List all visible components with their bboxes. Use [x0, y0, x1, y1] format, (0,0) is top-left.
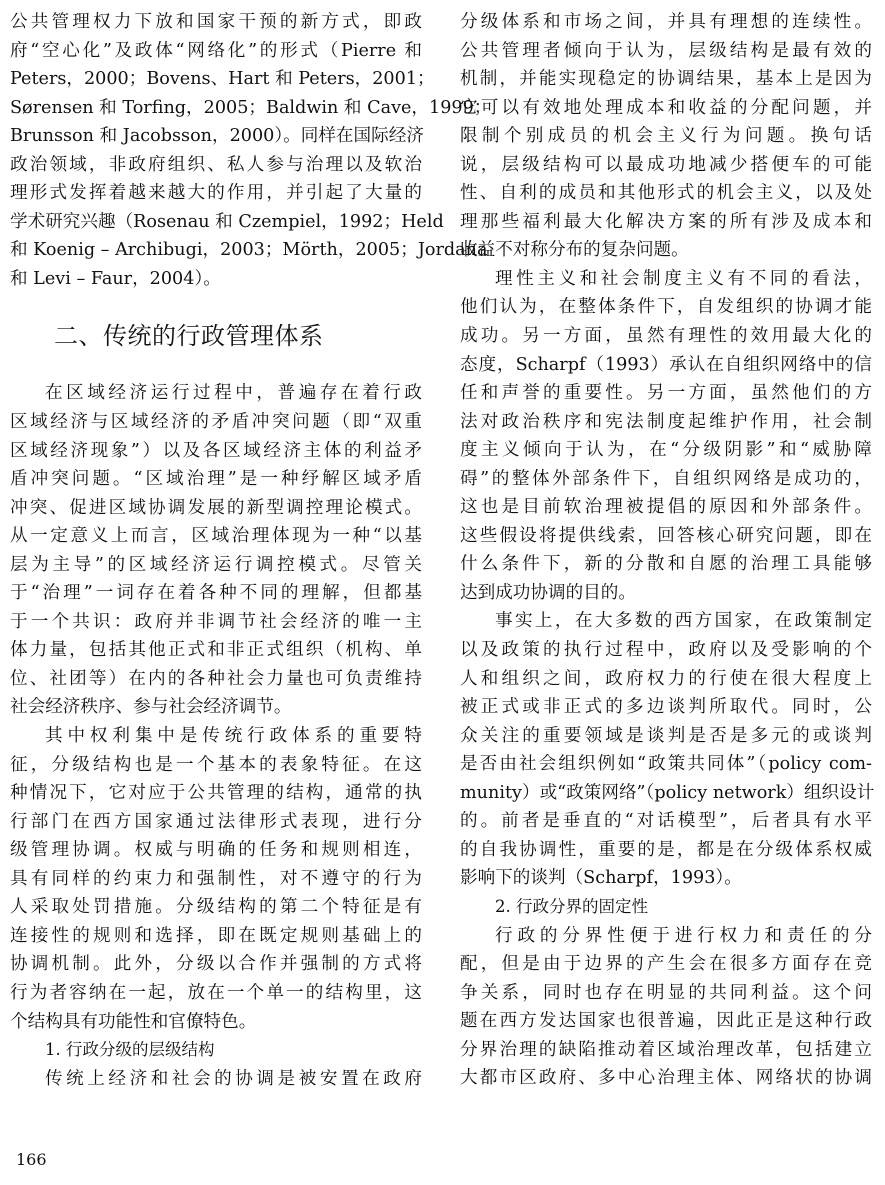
text-line: 什么条件下，新的分散和自愿的治理工具能够 [460, 554, 872, 575]
text-line: 行政的分界性便于进行权力和责任的分 [495, 925, 872, 946]
text-line: 机制，并能实现稳定的协调结果，基本上是因为 [460, 69, 872, 90]
text-line: 事实上，在大多数的西方国家，在政策制定 [495, 611, 872, 632]
text-line: Peters，2000；Bovens、Hart 和 Peters，2001； [10, 69, 435, 90]
text-line: 连接性的规则和选择，即在既定规则基础上的 [10, 925, 422, 946]
paragraph-boundary [460, 922, 872, 1093]
text-line: 体力量，包括其他正式和非正式组织（机构、单 [10, 640, 422, 661]
text-line: 政治领域，非政府组织、私人参与治理以及软治 [10, 154, 422, 175]
text-line: 理那些福利最大化解决方案的所有涉及成本和 [460, 211, 872, 232]
text-line: 被正式或非正式的多边谈判所取代。同时，公 [460, 697, 872, 718]
paragraph-rationalism [460, 265, 872, 608]
text-line: 层为主导”的区域经济运行调控模式。尽管关 [10, 554, 422, 575]
text-line: 题在西方发达国家也很普遍，因此正是这种行政 [460, 1011, 872, 1032]
text-line: 以及政策的执行过程中，政府以及受影响的个 [460, 640, 872, 661]
text-line: 于一个共识：政府并非调节社会经济的唯一主 [10, 611, 422, 632]
text-line: 社会经济秩序、参与社会经济调节。 [10, 697, 292, 718]
text-line: Brunsson 和 Jacobsson，2000）。同样在国际经济 [10, 126, 424, 147]
text-line: 这些假设将提供线索，回答核心研究问题，即在 [460, 525, 872, 546]
text-line: 影响下的谈判（Scharpf，1993）。 [460, 868, 742, 889]
text-line: 协调机制。此外，分级以合作并强制的方式将 [10, 954, 422, 975]
text-line: 府“空心化”及政体“网络化”的形式（Pierre 和 [10, 40, 422, 61]
text-line: 性、自利的成员和其他形式的机会主义，以及处 [460, 183, 872, 204]
text-line: 他们认为，在整体条件下，自发组织的协调才能 [460, 297, 872, 318]
text-line: munity）或“政策网络”（policy network）组织设计 [460, 782, 875, 803]
text-line: 公共管理权力下放和国家干预的新方式，即政 [10, 12, 422, 32]
text-line: 的。前者是垂直的“对话模型”，后者具有水平 [460, 811, 872, 832]
text-line: 级管理协调。权威与明确的任务和规则相连， [10, 840, 422, 861]
paragraph-intro [10, 8, 492, 293]
text-line: 行为者容纳在一起，放在一个单一的结构里，这 [10, 982, 422, 1003]
text-line: 区域经济与区域经济的矛盾冲突问题（即“双重 [10, 412, 422, 433]
text-line: 从一定意义上而言，区域治理体现为一种“以基 [10, 526, 422, 547]
paragraph-fact [460, 607, 875, 892]
text-line: 法对政治秩序和宪法制度起维护作用，社会制 [460, 411, 872, 432]
text-line: 说，层级结构可以最成功地减少搭便车的可能 [460, 154, 872, 175]
text-line: 冲突、促进区域协调发展的新型调控理论模式。 [10, 497, 422, 518]
text-line: 态度，Scharpf（1993）承认在自组织网络中的信 [460, 354, 872, 375]
page-number: 166 [16, 1150, 47, 1169]
paragraph-hierarchy [10, 722, 422, 1036]
text-line: 种情况下，它对应于公共管理的结构，通常的执 [10, 783, 422, 804]
text-line: 位、社团等）在内的各种社会力量也可负责维持 [10, 668, 422, 689]
section-heading: 二、传统的行政管理体系 [54, 322, 324, 351]
text-line: 征，分级结构也是一个基本的表象特征。在这 [10, 754, 422, 775]
text-line: 成功。另一方面，虽然有理性的效用最大化的 [460, 326, 872, 347]
text-line: 公共管理者倾向于认为，层级结构是最有效的 [460, 40, 872, 61]
right-column [460, 8, 875, 1093]
text-line: 传统上经济和社会的协调是被安置在政府 [45, 1068, 422, 1089]
left-column [10, 8, 492, 1093]
text-line: 和 Levi – Faur，2004）。 [10, 268, 221, 289]
text-line: 它可以有效地处理成本和收益的分配问题，并 [460, 97, 872, 118]
spacer [10, 367, 422, 379]
text-line: 于“治理”一词存在着各种不同的理解，但都基 [10, 583, 422, 604]
text-line: 收益不对称分布的复杂问题。 [460, 240, 689, 261]
text-line: 争关系，同时也存在明显的共同利益。这个问 [460, 982, 872, 1003]
text-line: 是否由社会组织例如“政策共同体”（policy com- [460, 754, 872, 775]
text-line: 分级体系和市场之间，并具有理想的连续性。 [460, 12, 872, 32]
text-line: 限制个别成员的机会主义行为问题。换句话 [460, 126, 872, 147]
text-line: 任和声誉的重要性。另一方面，虽然他们的方 [460, 383, 872, 404]
text-line: 和 Koenig – Archibugi，2003；Mörth，2005；Jordana [10, 240, 488, 261]
text-line: 的自我协调性，重要的是，都是在分级体系权威 [460, 839, 872, 860]
paragraph-continued [460, 8, 872, 265]
text-line: 盾冲突问题。“区域治理”是一种纾解区域矛盾 [10, 469, 422, 490]
text-line: 区域经济现象”）以及各区域经济主体的利益矛 [10, 440, 422, 461]
text-line: 其中权利集中是传统行政体系的重要特 [45, 726, 422, 747]
text-line: 这也是目前软治理被提倡的原因和外部条件。 [460, 497, 872, 518]
text-line: 分界治理的缺陷推动着区域治理改革，包括建立 [460, 1039, 872, 1060]
text-line: 人和组织之间，政府权力的行使在很大程度上 [460, 668, 872, 689]
text-line: Sørensen 和 Torfing，2005；Baldwin 和 Cave，1999； [10, 97, 492, 118]
subheading-hierarchy: 1. 行政分级的层级结构 [45, 1040, 215, 1060]
text-line: 具有同样的约束力和强制性，对不遵守的行为 [10, 868, 422, 889]
spacer [10, 293, 422, 305]
paragraph-traditional [10, 1065, 422, 1094]
text-line: 在区域经济运行过程中，普遍存在着行政 [45, 383, 422, 404]
paragraph-region [10, 379, 422, 722]
subheading-boundary: 2. 行政分界的固定性 [495, 896, 648, 916]
text-line: 理形式发挥着越来越大的作用，并引起了大量的 [10, 183, 422, 204]
text-line: 大都市区政府、多中心治理主体、网络状的协调 [460, 1068, 872, 1089]
text-line: 碍”的整体外部条件下，自组织网络是成功的， [460, 468, 872, 489]
text-line: 配，但是由于边界的产生会在很多方面存在竞 [460, 954, 872, 975]
text-line: 人采取处罚措施。分级结构的第二个特征是有 [10, 897, 422, 918]
text-line: 学术研究兴趣（Rosenau 和 Czempiel，1992；Held [10, 211, 444, 232]
text-line: 行部门在西方国家通过法律形式表现，进行分 [10, 811, 422, 832]
text-line: 理性主义和社会制度主义有不同的看法， [495, 268, 872, 289]
text-line: 度主义倾向于认为，在“分级阴影”和“威胁障 [460, 440, 872, 461]
text-line: 众关注的重要领域是谈判是否是多元的或谈判 [460, 725, 872, 746]
text-line: 达到成功协调的目的。 [460, 582, 636, 603]
text-line: 个结构具有功能性和官僚特色。 [10, 1011, 257, 1032]
